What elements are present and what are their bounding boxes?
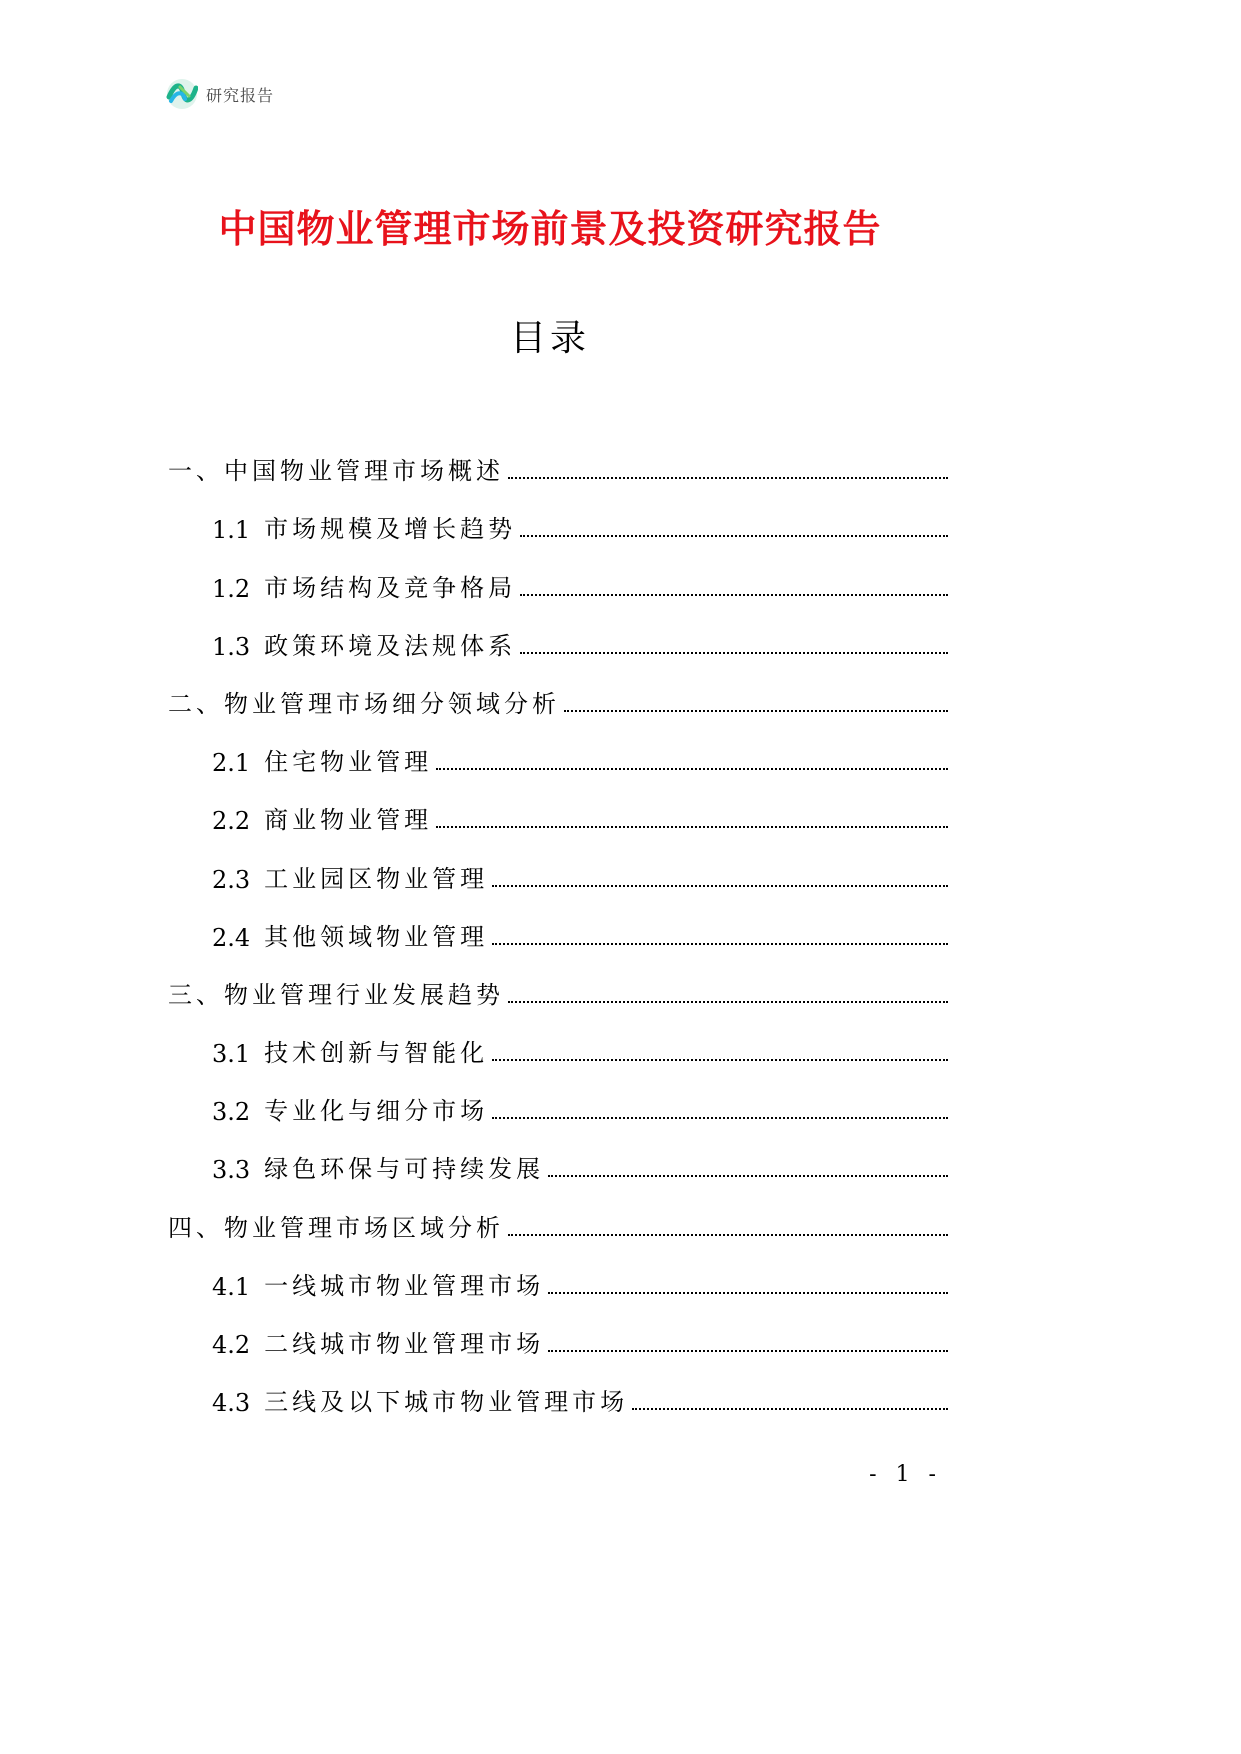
toc-entry-text: 商业物业管理: [264, 806, 433, 835]
toc-subsection-entry[interactable]: [168, 1243, 948, 1301]
toc-entry-text: 工业园区物业管理: [264, 864, 489, 893]
toc-entry-text: 技术创新与智能化: [264, 1039, 489, 1068]
toc-dot-leader: [508, 1001, 948, 1003]
toc-subsection-entry[interactable]: [168, 544, 948, 602]
toc-dot-leader: [492, 943, 948, 945]
toc-entry-text: 二线城市物业管理市场: [264, 1330, 545, 1358]
toc-entry-number: 3.2: [212, 1098, 251, 1127]
toc-entry-number: 1.1: [212, 516, 251, 545]
toc-entry-text: 政策环境及法规体系: [264, 631, 517, 660]
toc-subsection-entry[interactable]: [168, 1010, 948, 1068]
toc-entry-text: 住宅物业管理: [264, 748, 433, 777]
toc-subsection-entry[interactable]: [168, 894, 948, 952]
toc-entry-text: 绿色环保与可持续发展: [264, 1155, 545, 1184]
toc-entry-number: 3.3: [212, 1156, 251, 1185]
page-header: [166, 78, 274, 110]
toc-subsection-entry[interactable]: [168, 1301, 948, 1359]
toc-dot-leader: [548, 1292, 948, 1294]
table-of-contents: [168, 428, 948, 1417]
toc-heading: 目录: [509, 318, 590, 359]
toc-entry-number: 3.1: [212, 1040, 251, 1069]
toc-entry-number: 4.1: [212, 1272, 251, 1301]
toc-section-entry[interactable]: [168, 661, 948, 719]
toc-entry-number: 4.2: [212, 1331, 251, 1359]
document-title: 中国物业管理市场前景及投资研究报告: [218, 207, 882, 251]
toc-entry-text: 一、中国物业管理市场概述: [168, 457, 504, 486]
toc-dot-leader: [492, 1059, 948, 1061]
toc-subsection-entry[interactable]: [168, 1359, 948, 1417]
toc-entry-text: 三线及以下城市物业管理市场: [264, 1388, 629, 1417]
toc-dot-leader: [508, 1234, 948, 1236]
toc-dot-leader: [436, 826, 948, 828]
toc-entry-number: 2.2: [212, 807, 251, 836]
toc-dot-leader: [632, 1408, 948, 1410]
toc-dot-leader: [520, 535, 948, 537]
toc-entry-number: 2.1: [212, 749, 251, 778]
toc-section-entry[interactable]: [168, 428, 948, 486]
toc-dot-leader: [548, 1175, 948, 1177]
toc-dot-leader: [492, 885, 948, 887]
toc-section-entry[interactable]: [168, 952, 948, 1010]
toc-entry-text: 市场规模及增长趋势: [264, 515, 517, 544]
toc-subsection-entry[interactable]: [168, 1126, 948, 1184]
toc-subsection-entry[interactable]: [168, 486, 948, 544]
logo-icon: [166, 78, 198, 110]
toc-section-entry[interactable]: [168, 1184, 948, 1242]
toc-entry-number: 1.3: [212, 632, 251, 661]
toc-dot-leader: [508, 477, 948, 479]
toc-entry-text: 三、物业管理行业发展趋势: [168, 980, 504, 1009]
toc-entry-text: 四、物业管理市场区域分析: [168, 1213, 504, 1242]
toc-dot-leader: [492, 1117, 948, 1119]
toc-entry-number: 4.3: [212, 1389, 251, 1418]
toc-entry-text: 其他领域物业管理: [264, 922, 489, 951]
toc-dot-leader: [564, 710, 948, 712]
toc-entry-text: 专业化与细分市场: [264, 1097, 489, 1126]
page-number: - 1 -: [869, 1462, 942, 1487]
toc-entry-text: 市场结构及竞争格局: [264, 573, 517, 602]
toc-subsection-entry[interactable]: [168, 1068, 948, 1126]
toc-dot-leader: [520, 594, 948, 596]
toc-entry-number: 2.3: [212, 865, 251, 894]
toc-dot-leader: [548, 1350, 948, 1352]
toc-subsection-entry[interactable]: [168, 835, 948, 893]
header-label: 研究报告: [206, 85, 275, 105]
toc-subsection-entry[interactable]: [168, 603, 948, 661]
toc-entry-number: 1.2: [212, 574, 251, 603]
toc-entry-text: 一线城市物业管理市场: [264, 1271, 545, 1300]
toc-subsection-entry[interactable]: [168, 777, 948, 835]
toc-entry-number: 2.4: [212, 923, 251, 952]
toc-dot-leader: [436, 768, 948, 770]
toc-dot-leader: [520, 652, 948, 654]
toc-entry-text: 二、物业管理市场细分领域分析: [168, 689, 560, 718]
toc-subsection-entry[interactable]: [168, 719, 948, 777]
